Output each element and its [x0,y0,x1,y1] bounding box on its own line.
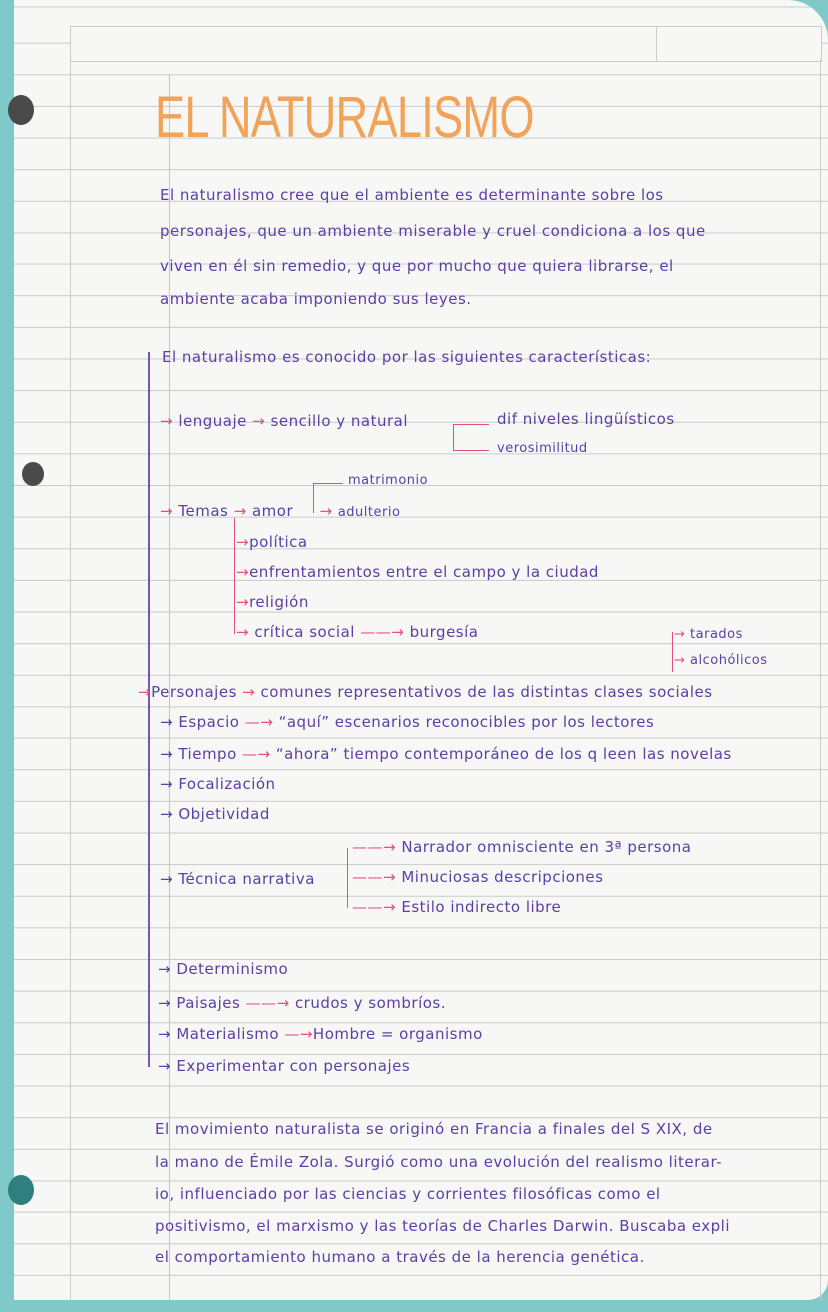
text-line: io, influenciado por las ciencias y corrientes filosóficas como el [155,1185,661,1203]
binder-hole [22,462,44,486]
text-line: El naturalismo cree que el ambiente es determinante sobre los [160,186,664,204]
tema-item: religión [249,593,309,611]
feature-row: → Espacio —→ “aquí” escenarios reconocibles por los lectores [160,713,655,731]
text-line: la mano de Émile Zola. Surgió como una evolución del realismo literar- [155,1153,723,1171]
amor-sub: matrimonio [348,473,429,488]
binder-hole [8,95,34,125]
feature-row: → Objetividad [160,805,270,823]
text-line: ambiente acaba imponiendo sus leyes. [160,290,472,308]
feature-row: → Focalización [160,775,276,793]
text-line: el comportamiento humano a través de la herencia genética. [155,1248,645,1266]
feature-row: → Paisajes ——→ crudos y sombríos. [158,994,447,1012]
feature-row: → Tiempo —→ “ahora” tiempo contemporáneo de los q leen las novelas [160,745,732,763]
text-line: El movimiento naturalista se originó en Francia a finales del S XIX, de [155,1120,713,1138]
header-box [70,26,822,62]
text-line: viven en él sin remedio, y que por mucho que quiera librarse, el [160,257,674,275]
feature-row: → Determinismo [158,960,289,978]
text-line: personajes, que un ambiente miserable y cruel condiciona a los que [160,222,706,240]
page-title: EL NATURALISMO [155,85,534,150]
critica-sub: tarados [690,627,743,642]
feature-row: → Experimentar con personajes [158,1057,411,1075]
temas-row: → Temas → amor → adulterio [160,502,401,520]
feature-row: → Materialismo —→Hombre = organismo [158,1025,483,1043]
tecnica-item: Narrador omnisciente en 3ª persona [401,838,692,856]
characteristics-heading: El naturalismo es conocido por las siguientes características: [162,348,652,366]
tema-item: enfrentamientos entre el campo y la ciudad [249,563,599,581]
lenguaje-sub: verosimilitud [497,441,588,456]
tecnica-row: → Técnica narrativa [160,870,315,888]
tecnica-item: Minuciosas descripciones [401,868,604,886]
main-bracket [148,352,150,1067]
tema-item: política [249,533,308,551]
binder-hole [8,1175,34,1205]
lenguaje-sub: dif niveles lingüísticos [497,410,675,428]
critica-sub: alcohólicos [690,653,768,668]
burgesia: burgesía [409,623,479,641]
tema-item: crítica social [254,623,355,641]
tecnica-item: Estilo indirecto libre [401,898,562,916]
lenguaje-row: → lenguaje → sencillo y natural [160,412,409,430]
text-line: positivismo, el marxismo y las teorías de Charles Darwin. Buscaba expli [155,1217,731,1235]
feature-row: →Personajes → comunes representativos de las distintas clases sociales [138,683,713,701]
